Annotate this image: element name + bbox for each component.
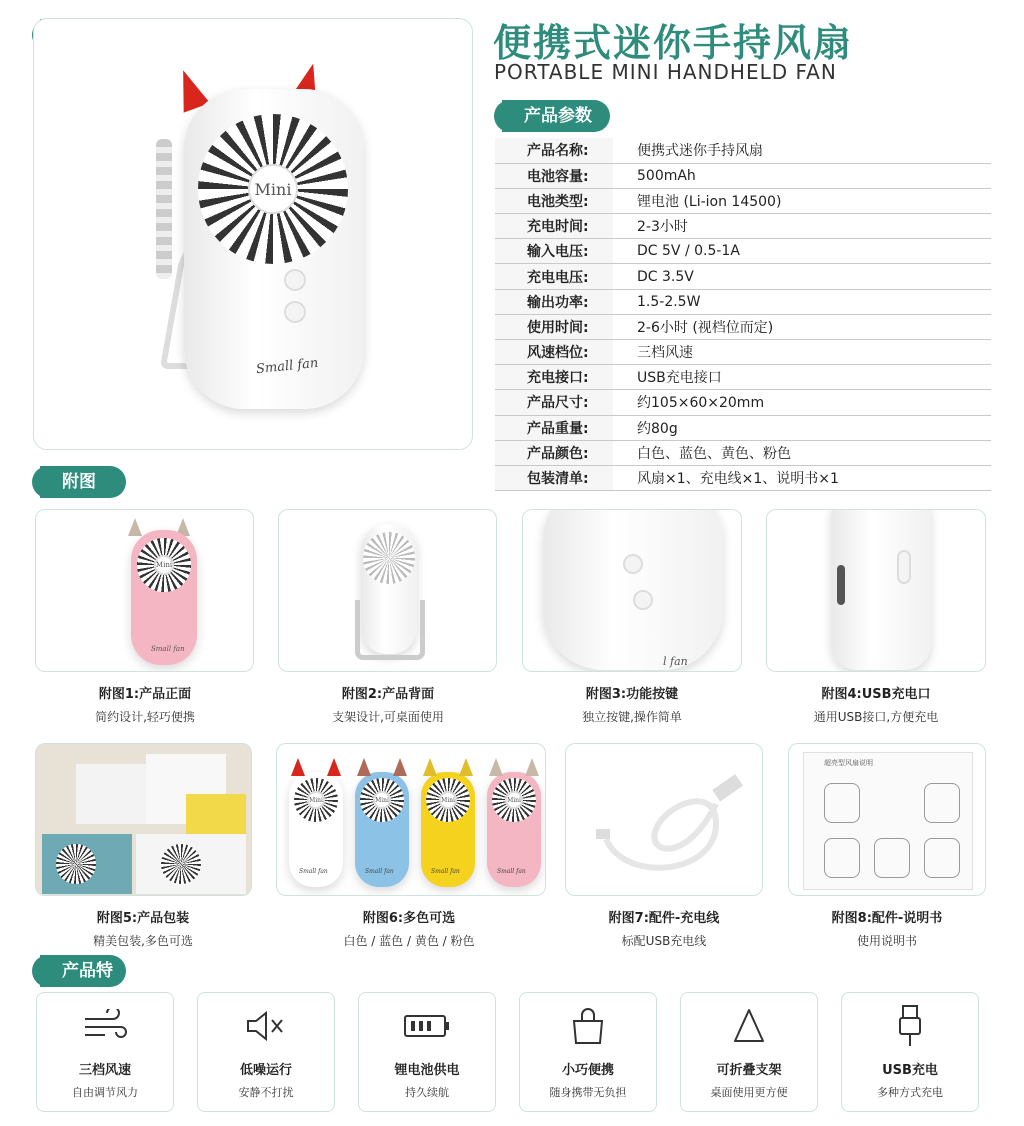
spec-row: [495, 264, 991, 289]
feature-portable: [519, 992, 657, 1112]
caption-1-title: 附图1:产品正面: [98, 687, 192, 702]
caption-5: [28, 907, 258, 949]
spec-key: 产品名称:: [495, 138, 613, 163]
spec-key: 风速档位:: [495, 340, 613, 365]
spec-value: 500mAh: [613, 163, 991, 188]
thumb2-grill: [363, 532, 415, 584]
spec-row: [495, 188, 991, 213]
caption-7: [549, 907, 779, 949]
spec-row: [495, 365, 991, 390]
caption-6: [294, 907, 524, 949]
caption-5-sub: 精美包装,多色可选: [93, 934, 193, 948]
spec-value: 便携式迷你手持风扇: [613, 138, 991, 163]
caption-3-sub: 独立按键,操作简单: [582, 710, 682, 724]
manual-diagram-3: [824, 838, 860, 878]
battery-icon: [403, 1011, 451, 1041]
thumb3-body: [543, 509, 723, 670]
caption-2: [273, 683, 503, 725]
spec-row: [495, 239, 991, 264]
spec-key: 充电时间:: [495, 214, 613, 239]
spec-value: DC 5V / 0.5-1A: [613, 239, 991, 264]
thumb3-brand: l fan: [663, 655, 688, 668]
caption-4: [761, 683, 991, 725]
thumb-3-buttons: [522, 509, 742, 672]
color-variant-ear: [489, 758, 503, 776]
caption-1: [30, 683, 260, 725]
manual-diagram-1: [824, 783, 860, 823]
spec-row: [495, 214, 991, 239]
spec-value: 2-6小时 (视档位而定): [613, 314, 991, 339]
page-title: 便携式迷你手持风扇: [493, 21, 854, 65]
manual-diagram-2: [924, 783, 960, 823]
thumb3-button-2: [633, 590, 653, 610]
spec-key: 包装清单:: [495, 465, 613, 490]
fan-hub-logo: Mini: [248, 164, 298, 214]
spec-row: [495, 138, 991, 163]
color-variant-hub: Mini: [373, 791, 391, 809]
box-grill-1: [56, 844, 96, 884]
thumb3-button-1: [623, 554, 643, 574]
caption-4-title: 附图4:USB充电口: [821, 687, 931, 702]
feature-speed-title: 三档风速: [78, 1063, 131, 1078]
manual-heading: 超亮型风扇说明: [824, 759, 873, 767]
caption-6-sub: 白色 / 蓝色 / 黄色 / 粉色: [343, 934, 475, 948]
feature-portable-sub: 随身携带无负担: [549, 1086, 627, 1099]
feature-quiet: [197, 992, 335, 1112]
caption-2-title: 附图2:产品背面: [341, 687, 435, 702]
thumb-7-cable: [565, 743, 763, 896]
feature-stand-sub: 桌面使用更方便: [710, 1086, 788, 1099]
color-variant-hub: Mini: [307, 791, 325, 809]
color-variant-brand: Small fan: [497, 868, 526, 875]
spec-value: 约105×60×20mm: [613, 390, 991, 415]
feature-usb: [841, 992, 979, 1112]
color-variant-ear: [459, 758, 473, 776]
thumb-8-manual: [788, 743, 986, 896]
caption-1-sub: 简约设计,轻巧便携: [95, 710, 195, 724]
spec-key: 输出功率:: [495, 289, 613, 314]
feature-battery-sub: 持久续航: [405, 1086, 449, 1099]
spec-value: 约80g: [613, 415, 991, 440]
color-variant-brand: Small fan: [431, 868, 460, 875]
spec-key: 充电电压:: [495, 264, 613, 289]
color-variant-ear: [291, 758, 305, 776]
caption-6-title: 附图6:多色可选: [362, 911, 456, 926]
feature-speed-sub: 自由调节风力: [72, 1086, 138, 1099]
box-grill-2: [161, 844, 201, 884]
color-variant-ear: [525, 758, 539, 776]
spec-row: [495, 440, 991, 465]
box-b: [76, 764, 146, 824]
color-variant-ear: [423, 758, 437, 776]
side-knobs: [156, 139, 172, 279]
caption-7-title: 附图7:配件-充电线: [608, 911, 720, 926]
section-params: 产品参数: [502, 100, 610, 132]
spec-value: DC 3.5V: [613, 264, 991, 289]
feature-speed: [36, 992, 174, 1112]
brand-label: Small fan: [255, 355, 319, 378]
caption-8-sub: 使用说明书: [856, 934, 917, 948]
thumb-6-colors: [276, 743, 546, 896]
color-variant-brand: Small fan: [299, 868, 328, 875]
thumb-1-pink-front: [35, 509, 254, 672]
thumb4-usb-port: [837, 565, 845, 605]
caption-8: [772, 907, 1002, 949]
usb-plug-icon: [895, 1004, 925, 1048]
mute-speaker-icon: [244, 1009, 288, 1043]
spec-key: 产品颜色:: [495, 440, 613, 465]
feature-usb-sub: 多种方式充电: [877, 1086, 943, 1099]
color-variant-hub: Mini: [505, 791, 523, 809]
spec-value: 2-3小时: [613, 214, 991, 239]
feature-stand-title: 可折叠支架: [716, 1063, 782, 1078]
spec-row: [495, 465, 991, 490]
thumb1-hub: Mini: [154, 555, 174, 575]
caption-3-title: 附图3:功能按键: [585, 687, 679, 702]
mode-button: [284, 301, 306, 323]
main-fan-illustration: [164, 59, 404, 419]
spec-value: 锂电池 (Li-ion 14500): [613, 188, 991, 213]
feature-usb-title: USB充电: [882, 1063, 938, 1078]
caption-4-sub: 通用USB接口,方便充电: [813, 710, 939, 724]
feature-portable-title: 小巧便携: [561, 1063, 614, 1078]
section-extra-images: 附图: [40, 466, 126, 498]
spec-value: 白色、蓝色、黄色、粉色: [613, 440, 991, 465]
bag-icon: [568, 1007, 608, 1045]
color-variant-ear: [327, 758, 341, 776]
color-variant-ear: [393, 758, 407, 776]
thumb2-stand: [355, 600, 425, 660]
caption-5-title: 附图5:产品包装: [96, 911, 190, 926]
spec-value: 三档风速: [613, 340, 991, 365]
feature-stand: [680, 992, 818, 1112]
manual-diagram-5: [924, 838, 960, 878]
manual-diagram-4: [874, 838, 910, 878]
spec-row: [495, 390, 991, 415]
box-d: [186, 794, 246, 834]
spec-value: USB充电接口: [613, 365, 991, 390]
thumb4-button: [897, 550, 911, 584]
caption-2-sub: 支架设计,可桌面使用: [332, 710, 444, 724]
section-features: 产品特: [40, 955, 126, 987]
spec-table: [495, 138, 991, 491]
spec-value: 1.5-2.5W: [613, 289, 991, 314]
caption-7-sub: 标配USB充电线: [621, 934, 707, 948]
spec-key: 使用时间:: [495, 314, 613, 339]
feature-battery: [358, 992, 496, 1112]
usb-cable-image: [566, 744, 763, 896]
spec-row: [495, 340, 991, 365]
spec-key: 电池容量:: [495, 163, 613, 188]
thumb-5-packaging: [35, 743, 252, 896]
feature-quiet-sub: 安静不打扰: [238, 1086, 294, 1099]
feature-battery-title: 锂电池供电: [394, 1063, 460, 1078]
page-subtitle: PORTABLE MINI HANDHELD FAN: [494, 60, 837, 84]
spec-key: 产品重量:: [495, 415, 613, 440]
thumb-2-back: [278, 509, 497, 672]
color-variant-ear: [357, 758, 371, 776]
spec-row: [495, 415, 991, 440]
feature-quiet-title: 低噪运行: [239, 1063, 292, 1078]
wind-icon: [83, 1009, 127, 1043]
manual-page: [803, 752, 973, 890]
spec-key: 充电接口:: [495, 365, 613, 390]
caption-3: [517, 683, 747, 725]
thumb1-brand: Small fan: [151, 645, 185, 653]
color-variant-hub: Mini: [439, 791, 457, 809]
stand-icon: [729, 1007, 769, 1045]
thumb4-body: [831, 509, 931, 670]
spec-key: 电池类型:: [495, 188, 613, 213]
color-variant-brand: Small fan: [365, 868, 394, 875]
spec-key: 输入电压:: [495, 239, 613, 264]
caption-8-title: 附图8:配件-说明书: [831, 911, 943, 926]
main-image-frame: [33, 18, 473, 450]
spec-row: [495, 314, 991, 339]
power-button: [284, 269, 306, 291]
thumb1-ear-left: [128, 518, 142, 536]
thumb-4-usb-port: [766, 509, 986, 672]
spec-key: 产品尺寸:: [495, 390, 613, 415]
spec-value: 风扇×1、充电线×1、说明书×1: [613, 465, 991, 490]
spec-row: [495, 289, 991, 314]
spec-row: [495, 163, 991, 188]
